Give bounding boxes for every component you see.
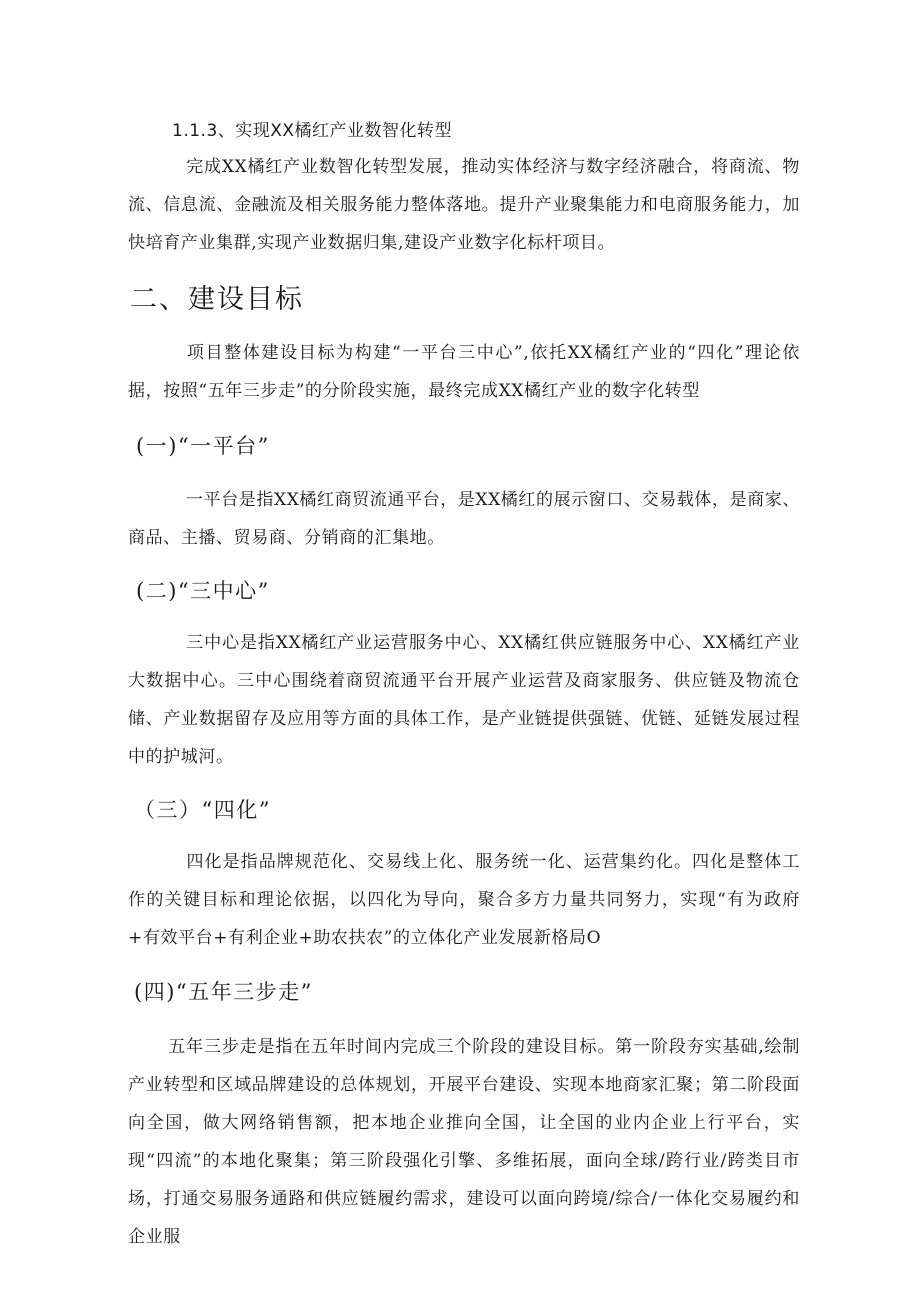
section-2-heading: 二、建设目标 bbox=[130, 284, 304, 315]
subsection-1-heading: (一)“一平台” bbox=[136, 434, 270, 458]
section-2-intro-paragraph bbox=[128, 334, 800, 410]
section-1-1-3-text: 完成XX橘红产业数智化转型发展，推动实体经济与数字经济融合，将商流、物流、信息流、金融流及相关服务能力整体落地。提升产业聚集能力和电商服务能力，加快培育产业集群,实现产业数据归集,建设产业数字化标杆项目。 bbox=[128, 157, 800, 253]
subsection-4-paragraph bbox=[128, 1028, 800, 1256]
subsection-4-heading: (四)“五年三步走” bbox=[134, 980, 313, 1004]
section-2-intro-text: 项目整体建设目标为构建“一平台三中心”,依托XX橘红产业的“四化”理论依据，按照“五年三步走”的分阶段实施，最终完成XX橘红产业的数字化转型 bbox=[128, 343, 800, 401]
section-1-1-3-paragraph bbox=[128, 148, 800, 262]
section-1-1-3-heading: 1.1.3、实现XX橘红产业数智化转型 bbox=[172, 121, 453, 141]
subsection-2-text: 三中心是指XX橘红产业运营服务中心、XX橘红供应链服务中心、XX橘红产业大数据中心。三中心围绕着商贸流通平台开展产业运营及商家服务、供应链及物流仓储、产业数据留存及应用等方面的具体工作，是产业链提供强链、优链、延链发展过程中的护城河。 bbox=[128, 633, 800, 767]
subsection-1-paragraph bbox=[128, 481, 800, 557]
subsection-1-text: 一平台是指XX橘红商贸流通平台，是XX橘红的展示窗口、交易载体，是商家、商品、主播、贸易商、分销商的汇集地。 bbox=[128, 490, 801, 548]
subsection-2-paragraph bbox=[128, 624, 800, 776]
subsection-3-text: 四化是指品牌规范化、交易线上化、服务统一化、运营集约化。四化是整体工作的关键目标和理论依据，以四化为导向，聚合多方力量共同努力，实现“有为政府+有效平台+有利企业+助农扶农”的立体化产业发展新格局O bbox=[128, 852, 800, 948]
subsection-2-heading: (二)“三中心” bbox=[136, 579, 270, 603]
subsection-3-heading: （三）“四化” bbox=[134, 798, 271, 822]
subsection-4-text: 五年三步走是指在五年时间内完成三个阶段的建设目标。第一阶段夯实基础,绘制产业转型和区域品牌建设的总体规划，开展平台建设、实现本地商家汇聚；第二阶段面向全国，做大网络销售额，把本地企业推向全国，让全国的业内企业上行平台，实现“四流”的本地化聚集；第三阶段强化引擎、多维拓展，面向全球/跨行业/跨类目市场，打通交易服务通路和供应链履约需求，建设可以面向跨境/综合/一体化交易履约和企业服 bbox=[128, 1037, 800, 1247]
subsection-3-paragraph bbox=[128, 843, 800, 957]
